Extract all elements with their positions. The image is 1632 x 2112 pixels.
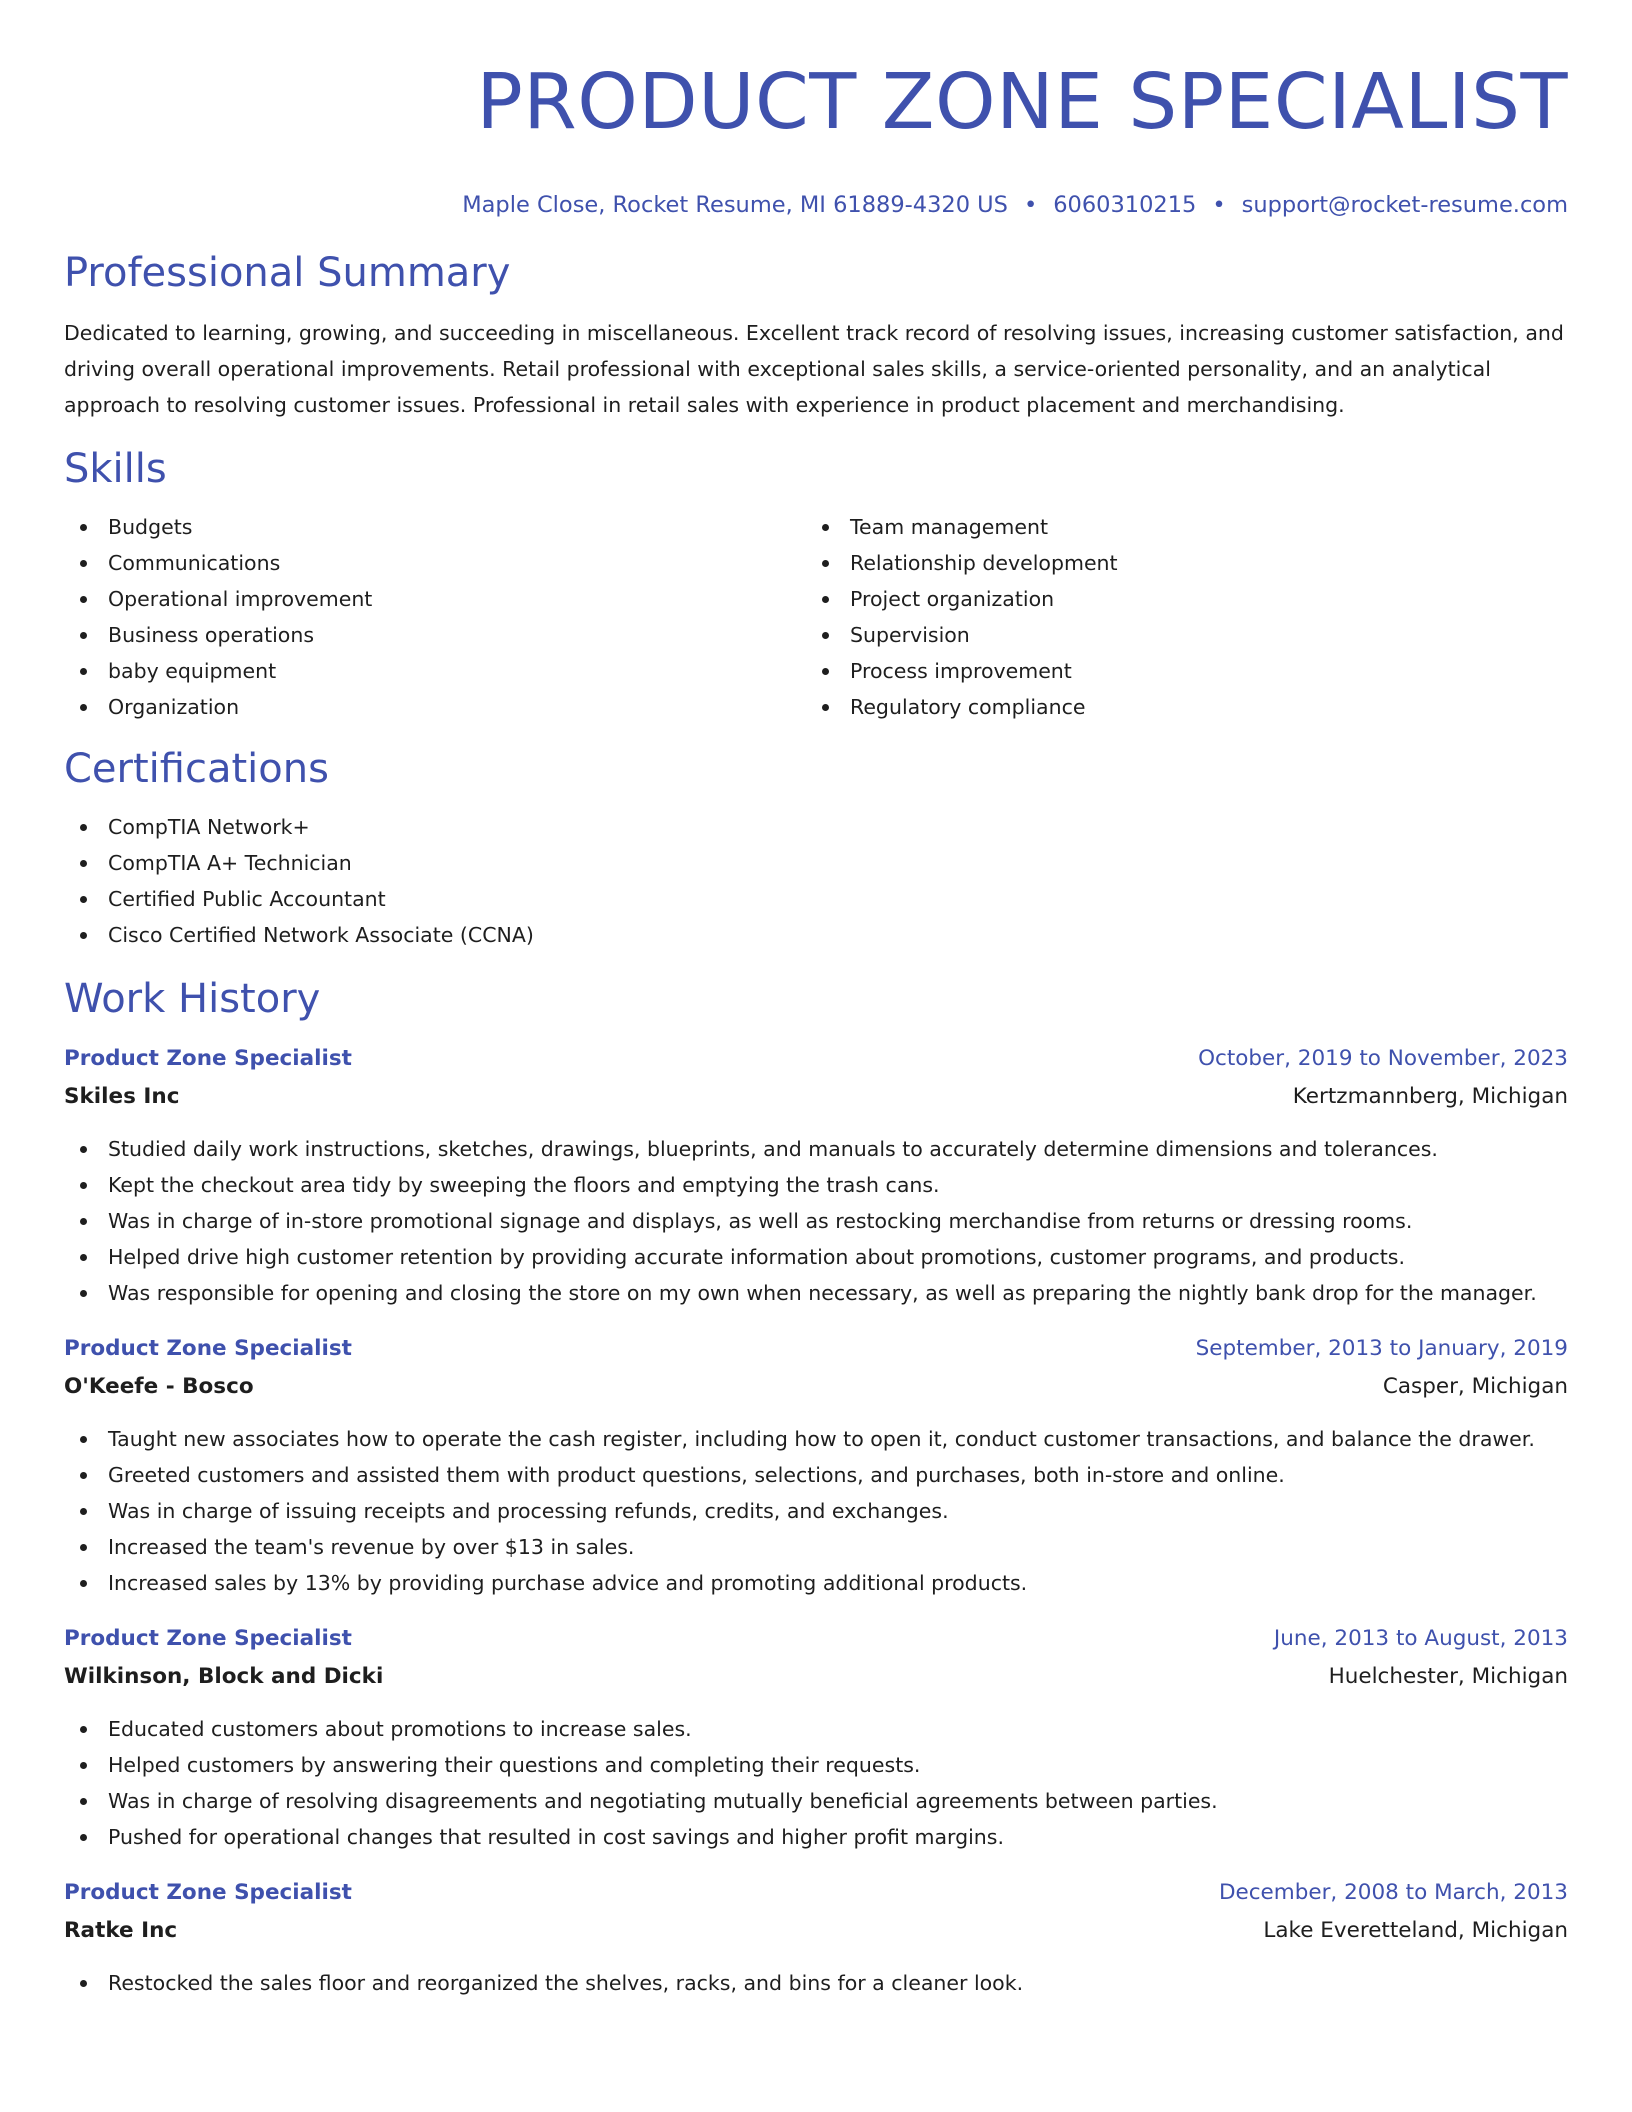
contact-separator: • [1023,192,1038,218]
job-company: Wilkinson, Block and Dicki [64,1664,384,1689]
certifications-heading: Certifications [64,746,329,792]
job-title: Product Zone Specialist [64,1336,352,1361]
skill-item: Operational improvement [64,581,806,617]
resume-name-title: PRODUCT ZONE SPECIALIST [476,58,1568,147]
job-bullet: Taught new associates how to operate the cash register, including how to open it, conduct customer transactions, and balance the drawer. [64,1421,1568,1457]
skills-list-left [64,509,806,725]
skill-item: baby equipment [64,653,806,689]
job-bullet: Greeted customers and assisted them with product questions, selections, and purchases, both in-store and online. [64,1457,1568,1493]
job-bullets [64,1711,1568,1855]
job-bullet: Was in charge of in-store promotional signage and displays, as well as restocking merchandise from returns or dressing rooms. [64,1203,1568,1239]
job-company: Skiles Inc [64,1084,180,1109]
certification-item: CompTIA Network+ [64,809,1568,845]
job-subheader [64,1367,1568,1407]
summary-section [64,249,1568,423]
job-bullet: Was in charge of issuing receipts and processing refunds, credits, and exchanges. [64,1493,1568,1529]
job-header [64,1621,1568,1657]
contact-phone[interactable]: 6060310215 [1053,192,1197,218]
job-entry [64,1331,1568,1601]
job-dates: December, 2008 to March, 2013 [1218,1880,1568,1905]
job-bullet: Pushed for operational changes that resulted in cost savings and higher profit margins. [64,1819,1568,1855]
work-history-heading: Work History [64,976,321,1022]
skill-item: Organization [64,689,806,725]
job-title: Product Zone Specialist [64,1046,352,1071]
job-bullet: Studied daily work instructions, sketches, drawings, blueprints, and manuals to accurately determine dimensions and tolerances. [64,1131,1568,1167]
job-bullets [64,1131,1568,1311]
summary-heading: Professional Summary [64,250,511,296]
certification-item: CompTIA A+ Technician [64,845,1568,881]
job-title: Product Zone Specialist [64,1626,352,1651]
job-location: Huelchester, Michigan [1328,1664,1568,1689]
skill-item: Regulatory compliance [806,689,1548,725]
skills-list-right [806,509,1548,725]
job-bullet: Helped customers by answering their questions and completing their requests. [64,1747,1568,1783]
certifications-section [64,745,1568,953]
job-title: Product Zone Specialist [64,1880,352,1905]
job-header [64,1875,1568,1911]
job-bullet: Educated customers about promotions to increase sales. [64,1711,1568,1747]
job-dates: June, 2013 to August, 2013 [1273,1626,1568,1651]
job-subheader [64,1657,1568,1697]
skills-heading: Skills [64,446,167,492]
skill-item: Budgets [64,509,806,545]
job-subheader [64,1911,1568,1951]
skills-section [64,445,1568,725]
job-bullet: Increased the team's revenue by over $13 in sales. [64,1529,1568,1565]
job-location: Lake Everetteland, Michigan [1263,1918,1568,1943]
job-company: Ratke Inc [64,1918,178,1943]
contact-address: Maple Close, Rocket Resume, MI 61889-4320 US [462,192,1008,218]
resume-page [64,0,1568,2001]
job-bullet: Was responsible for opening and closing the store on my own when necessary, as well as preparing the nightly bank drop for the manager. [64,1275,1568,1311]
job-location: Casper, Michigan [1382,1374,1568,1399]
job-location: Kertzmannberg, Michigan [1292,1084,1568,1109]
contact-separator: • [1212,192,1226,218]
job-bullet: Kept the checkout area tidy by sweeping the floors and emptying the trash cans. [64,1167,1568,1203]
skills-grid [64,509,1568,725]
certifications-list [64,809,1568,953]
job-entry [64,1621,1568,1855]
contact-line [64,191,1568,219]
job-bullets [64,1421,1568,1601]
job-dates: October, 2019 to November, 2023 [1198,1046,1568,1071]
skill-item: Team management [806,509,1548,545]
job-entry [64,1041,1568,1311]
job-company: O'Keefe - Bosco [64,1374,254,1399]
job-entry [64,1875,1568,2001]
certification-item: Certified Public Accountant [64,881,1568,917]
job-bullet: Restocked the sales floor and reorganized the shelves, racks, and bins for a cleaner look. [64,1965,1568,2001]
skill-item: Business operations [64,617,806,653]
job-header [64,1041,1568,1077]
skill-item: Process improvement [806,653,1548,689]
job-bullet: Was in charge of resolving disagreements and negotiating mutually beneficial agreements between parties. [64,1783,1568,1819]
certification-item: Cisco Certified Network Associate (CCNA) [64,917,1568,953]
skill-item: Communications [64,545,806,581]
skill-item: Relationship development [806,545,1548,581]
contact-email[interactable]: support@rocket-resume.com [1241,192,1568,218]
work-history-section [64,975,1568,2001]
job-bullet: Helped drive high customer retention by providing accurate information about promotions, customer programs, and products. [64,1239,1568,1275]
skill-item: Supervision [806,617,1548,653]
job-bullets [64,1965,1568,2001]
skill-item: Project organization [806,581,1548,617]
job-dates: September, 2013 to January, 2019 [1195,1336,1568,1361]
job-header [64,1331,1568,1367]
job-bullet: Increased sales by 13% by providing purchase advice and promoting additional products. [64,1565,1568,1601]
summary-text: Dedicated to learning, growing, and succeeding in miscellaneous. Excellent track record of resolving issues, increasing customer satisfaction, and driving overall operational improvements. Retail professional with exceptional sales skills, a service-oriented personality, and an analytical approach to resolving customer issues. Professional in retail sales with experience in product placement and merchandising. [64,321,1564,417]
job-subheader [64,1077,1568,1117]
